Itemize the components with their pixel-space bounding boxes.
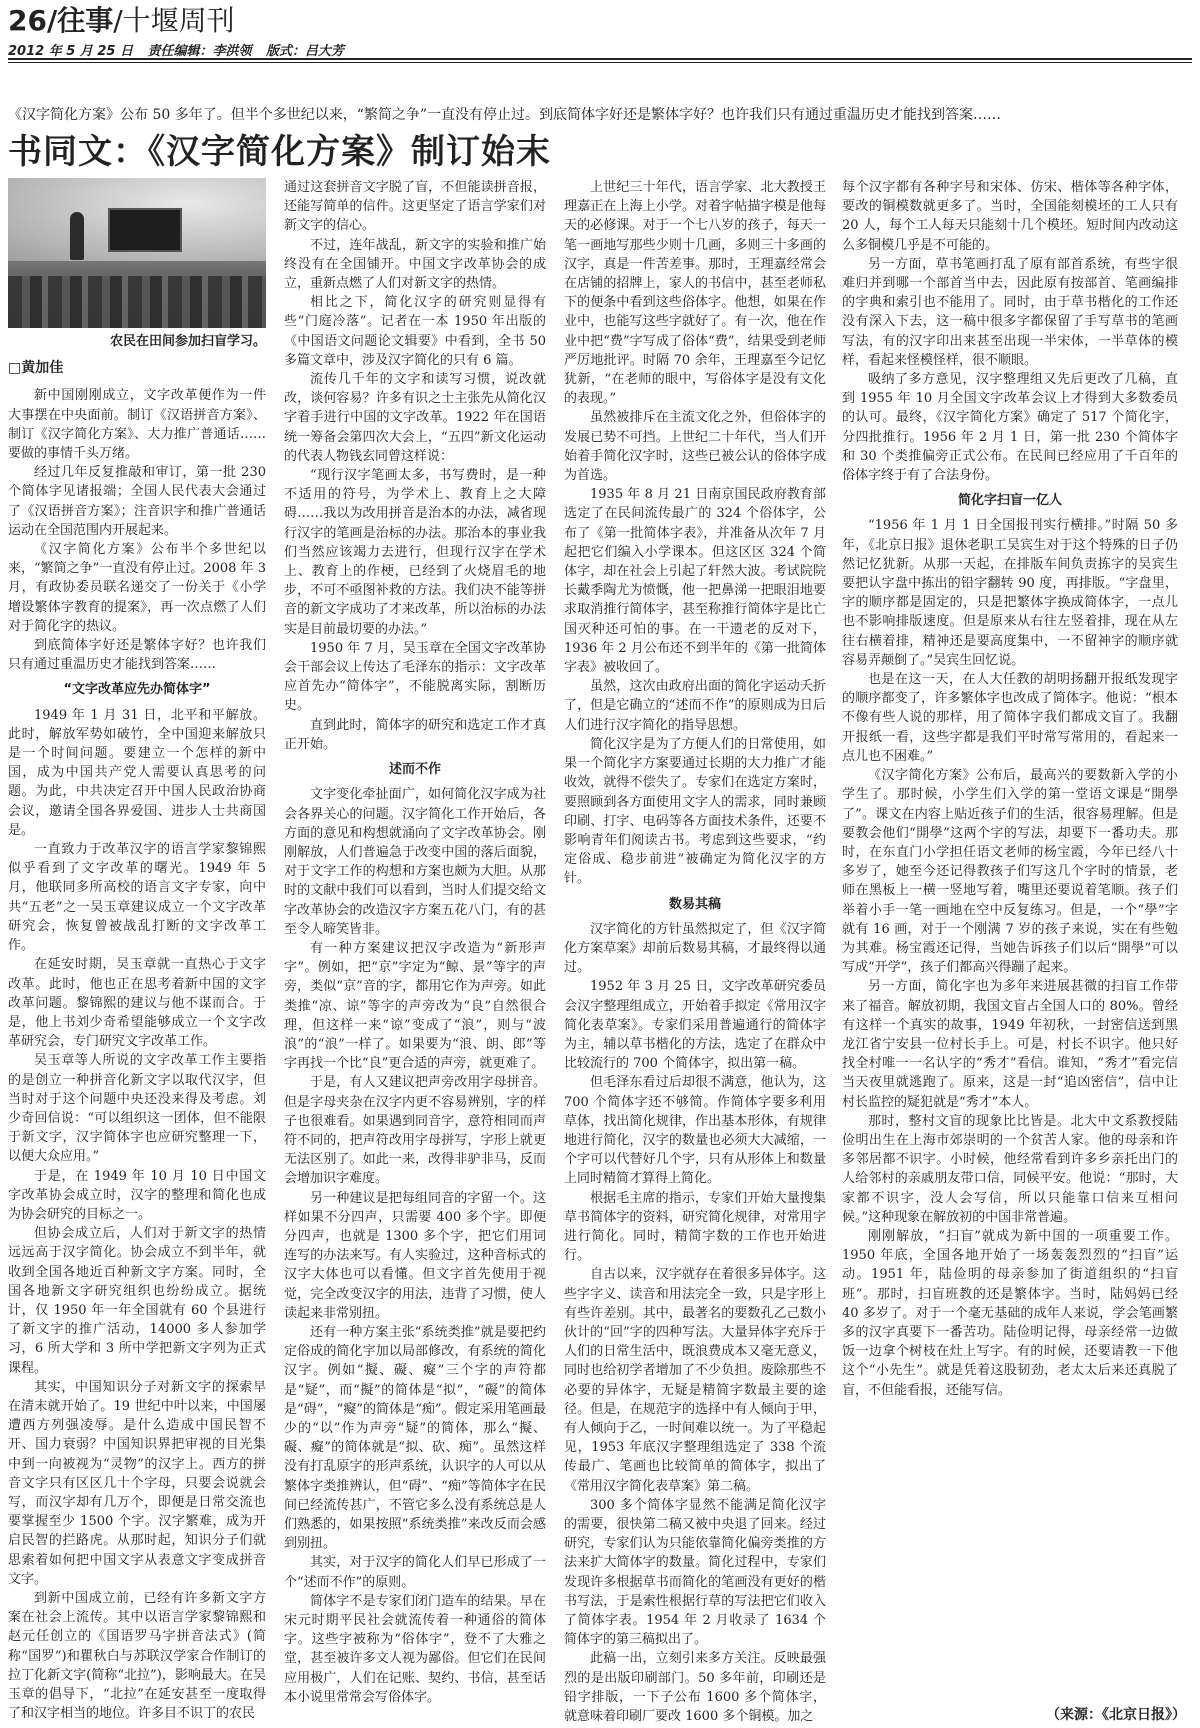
paragraph: 1952 年 3 月 25 日，文字改革研究委员会汉字整理组成立，开始着手拟定《常用汉字简化表草案》。专家们采用普遍通行的简体字为主，辅以草书楷化的方法，选定了在群众中比较流行的 700 个简体字，拟出第一稿。: [564, 979, 826, 1072]
paragraph: 不过，连年战乱，新文字的实验和推广始终没有在全国铺开。中国文字改革协会的成立，重新点燃了人们对新文字的热情。: [284, 237, 546, 292]
paper-name: 十堰周刊: [122, 4, 235, 37]
header-rule-thin: [8, 62, 1192, 63]
paragraph: 吸纳了多方意见，汉字整理组又先后更改了几稿，直到 1955 年 10 月全国文字改革会议上才得到大多数委员的认可。最终，《汉字简化方案》确定了 517 个简化字，分四批推行。1956 年 2 月 1 日，第一批 230 个简体字和 30 个类推偏旁正式公布。在民间已经应用了千百年的俗体字终于有了合法身份。: [842, 372, 1178, 484]
paragraph: 1950 年 7 月，吴玉章在全国文字改革协会干部会议上传达了毛泽东的指示：文字改革应首先办“简体字”，不能脱离实际，割断历史。: [284, 640, 546, 714]
paragraph: 根据毛主席的指示，专家们开始大量搜集草书简体字的资料，研究简化规律，对常用字进行简化。同时，精简字数的工作也开始进行。: [564, 1190, 826, 1264]
paragraph: 有一种方案建议把汉字改造为“新形声字”。例如，把“京”字定为“鲸、景”等字的声旁，类似“京”音的字，都用它作为声旁。如此类推“凉、谅”等字的声旁改为“良”自然很合理，但这样一来“谅”变成了“浪”，则与“波浪”的“浪”一样了。如果要为“浪、朗、郎”等字再找一个比“良”更合适的声旁，就更难了。: [284, 940, 546, 1072]
photo-teacher: [70, 212, 84, 260]
paragraph: 简体字不是专家们闭门造车的结果。早在宋元时期平民社会就流传着一种通俗的简体字。这些字被称为“俗体字”，登不了大雅之堂，甚至被许多文人视为鄙俗。但它们在民间应用极广，人们在记账、契约、书信，甚至话本小说里常常会写俗体字。: [284, 1593, 546, 1705]
paragraph: 简化汉字是为了方便人们的日常使用，如果一个简化字方案要通过长期的大力推广才能收效，就得不偿失了。专家们在选定方案时，要照顾到各方面使用文字人的需求，同时兼顾印刷、打字、电码等各方面技术条件，还要不影响青年们阅读古书。考虑到这些要求，“约定俗成、稳步前进”被确定为简化汉字的方针。: [564, 736, 826, 887]
layout-credit: 版式：吕大芳: [266, 44, 345, 59]
paragraph: 新中国刚刚成立，文字改革便作为一件大事摆在中央面前。制订《汉语拼音方案》、制订《汉字简化方案》、大力推广普通话……要做的事情千头万绪。: [8, 388, 266, 462]
paragraph: 相比之下，简化汉字的研究则显得有些“门庭冷落”。记者在一本 1950 年出版的《中国语文问题论文辑要》中看到，全书 50 多篇文章中，涉及汉字简化的只有 6 篇。: [284, 295, 546, 368]
photo-caption: 农民在田间参加扫盲学习。: [109, 334, 266, 349]
article-column-4: [842, 178, 1178, 1678]
paragraph: 刚刚解放，“扫盲”就成为新中国的一项重要工作。1950 年底，全国各地开始了一场轰轰烈烈的“扫盲”运动。1951 年，陆俭明的母亲参加了街道组织的“扫盲班”。那时，扫盲班教的还是繁体字。当时，陆妈妈已经 40 多岁了。对于一个毫无基础的成年人来说，学会笔画繁多的汉字真要下一番苦功。陆俭明记得，母亲经常一边做饭一边拿个树枝在灶上写字。有的时候，还要请教一下他这个“小先生”。就是凭着这股韧劲，老太太后来还真脱了盲，不但能看报，还能写信。: [842, 1228, 1178, 1398]
paragraph: 流传几千年的文字和读写习惯，说改就改，谈何容易？许多有识之士主张先从简化汉字着手进行中国的文字改革。1922 年在国语统一筹备会第四次大会上，“五四”新文化运动的代表人物钱玄同曾这样说：: [284, 372, 546, 464]
paragraph: 《汉字简化方案》公布后，最高兴的要数新入学的小学生了。那时候，小学生们入学的第一堂语文课是“開學了”。课文在内容上贴近孩子们的生活，很容易理解。但是要教会他们“開學”这两个字的写法，却要下一番功夫。那时，在东直门小学担任语文老师的杨宝霞，今年已经八十多岁了，她至今还记得教孩子们写这几个字时的情景，老师在黑板上一横一竖地写着，嘴里还要说着笔顺。孩子们举着小手一笔一画地在空中反复练习。但是，一个“學”字就有 16 画，对于一个刚满 7 岁的孩子来说，实在有些勉为其难。杨宝霞还记得，当她告诉孩子们以后“開學”可以写成“开学”，孩子们都高兴得蹦了起来。: [842, 768, 1178, 976]
paragraph: 直到此时，简体字的研究和选定工作才真正开始。: [284, 717, 546, 752]
column-1-body: [8, 386, 266, 1723]
article-column-2: [284, 178, 546, 1705]
page-header: [8, 4, 1192, 59]
article-photo: [8, 178, 266, 328]
paragraph: 在延安时期，吴玉章就一直热心于文字改革。此时，他也正在思考着新中国的文字改革问题。黎锦熙的建议与他不谋而合。于是，他上书刘少奇希望能够成立一个文字改革研究会，专门研究文字改革工作。: [8, 957, 266, 1050]
edition-info: [8, 40, 1192, 59]
paragraph: 虽然，这次由政府出面的简化字运动夭折了，但是它确立的“述而不作”的原则成为日后人们进行汉字简化的指导思想。: [564, 679, 826, 733]
masthead-separator: /: [113, 4, 123, 37]
article-column-3: [564, 178, 826, 1725]
paragraph: 上世纪三十年代，语言学家、北大教授王理嘉正在上海上小学。对着字帖描字模是他每天的必修课。对于一个七八岁的孩子，每天一笔一画地写那些少则十几画，多则三十多画的汉字，真是一件苦差事。那时，王理嘉经常会在店铺的招牌上，家人的书信中，甚至老师私下的便条中看到这些俗体字。他想，如果在作业中，也能写这些字就好了。有一次，他在作业中把“费”字写成了俗体“费”，结果受到老师严厉地批评。时隔 70 余年，王理嘉至今记忆犹新，“在老师的眼中，写俗体字是没有文化的表现。”: [564, 180, 826, 407]
paragraph: 300 多个简体字显然不能满足简化汉字的需要，很快第二稿又被中央退了回来。经过研究，专家们认为只能依靠简化偏旁类推的方法来扩大简体字的数量。简化过程中，专家们发现许多根据草书而简化的笔画没有更好的楷书写法，于是索性根据行草的写法把它们收入了简体字表。1954 年 2 月收录了 1634 个简体字的第三稿拟出了。: [564, 1497, 826, 1648]
masthead: [8, 4, 1192, 38]
paragraph: 但毛泽东看过后却很不满意，他认为，这 700 个简体字还不够简。作简体字要多利用草体，找出简化规律，作出基本形体，有规律地进行简化，汉字的数量也必须大大减缩，一个字可以代替好几个字，只有从形体上和数量上同时精简才算得上简化。: [564, 1075, 826, 1187]
paragraph: 于是，有人又建议把声旁改用字母拼音。但是字母夹杂在汉字内更不容易辨别，字的样子也很难看。如果遇到同音字，意符相同而声符不同的，把声符改用字母拼写，字形上就更无法区别了。如此一来，改得非驴非马，反而会增加识字难度。: [284, 1075, 546, 1187]
article-title: 书同文：《汉字简化方案》制订始末: [8, 132, 551, 172]
paragraph: 虽然被排斥在主流文化之外，但俗体字的发展已势不可挡。上世纪二十年代，当人们开始着手简化汉字时，这些已被公认的俗体字成为首选。: [564, 410, 826, 484]
paragraph: 一直致力于改革汉字的语言学家黎锦熙似乎看到了文字改革的曙光。1949 年 5 月，他联同多所高校的语言文字专家，向中共“五老”之一吴玉章建议成立一个文字改革研究会，恢复曾被战乱打断的文字改革工作。: [8, 842, 266, 954]
paragraph: 另一方面，简化字也为多年来进展甚微的扫盲工作带来了福音。解放初期，我国文盲占全国人口的 80%。曾经有这样一个真实的故事，1949 年初秋，一封密信送到黑龙江省宁安县一位村长手上。可是，村长不识字。他只好找全村唯一一名认字的“秀才”看信。谁知，“秀才”看完信当天夜里就逃跑了。原来，这是一封“追凶密信”，信中让村长监控的疑犯就是“秀才”本人。: [842, 979, 1178, 1110]
paragraph: 通过这套拼音文字脱了盲，不但能读拼音报，还能写简单的信件。这更坚定了语言学家们对新文字的信心。: [284, 180, 546, 234]
paragraph: 另一方面，草书笔画打乱了原有部首系统，有些字很难归并到哪一个部首当中去，因此原有按部首、笔画编排的字典和索引也不能用了。同时，由于草书楷化的工作还没有深入下去，这一稿中很多字都保留了手写草书的笔画写法，有的汉字印出来甚至出现一半宋体，一半草体的模样，看起来怪模怪样，很不顺眼。: [842, 256, 1178, 368]
photo-crowd: [8, 276, 266, 328]
section-heading: 述而不作: [388, 762, 441, 778]
section-heading: 数易其稿: [668, 896, 721, 912]
section-name: 往事: [57, 4, 114, 37]
article-column-1: [8, 178, 266, 1722]
paragraph: 《汉字简化方案》公布半个多世纪以来，“繁简之争”一直没有停止过。2008 年 3 月，有政协委员联名递交了一份关于《小学增设繁体字教育的提案》，再一次点燃了人们对于简化字的热议。: [8, 542, 266, 634]
paragraph: 另一种建议是把每组同音的字留一个。这样如果不分四声，只需要 400 多个字。即便分四声，也就是 1300 多个字，把它们用词连写的办法来写。有人实验过，这种音标式的汉字大体也可以看懂。但文字首先使用于视觉，完全改变汉字的用法，违背了习惯，使人读起来非常别扭。: [284, 1190, 546, 1321]
paragraph: 其实，中国知识分子对新文字的探索早在清末就开始了。19 世纪中叶以来，中国屡遭西方列强凌辱。是什么造成中国民智不开、国力衰弱？中国知识界把审视的目光集中到一向被视为“灵物”的汉字上。西方的拼音文字只有区区几十个字母，只要会说就会写，而汉字却有几万个，即便是日常交流也要掌握至少 1500 个字。汉字繁难，成为开启民智的拦路虎。从那时起，知识分子们就思索着如何把中国文字从表意文字变成拼音文字。: [8, 1379, 266, 1587]
author-byline: □黄加佳: [8, 360, 64, 377]
paragraph: 于是，在 1949 年 10 月 10 日中国文字改革协会成立时，汉字的整理和简化也成为协会研究的目标之一。: [8, 1168, 266, 1222]
paragraph: 自古以来，汉字就存在着很多异体字。这些字字义、读音和用法完全一致，只是字形上有些许差别。其中，最著名的要数孔乙己数小伙计的“回”字的四种写法。大量异体字充斥于人们的日常生活中，既浪费成本又毫无意义，同时也给初学者增加了不少负担。废除那些不必要的异体字，无疑是精简字数最主要的途径。但是，在规范字的选择中有人倾向于甲，有人倾向于乙，一时间难以统一。为了平稳起见，1953 年底汉字整理组选定了 338 个流传最广、笔画也比较简单的简体字，拟出了《常用汉字简化表草案》第二稿。: [564, 1267, 826, 1494]
section-heading: 简化字扫盲一亿人: [957, 493, 1062, 509]
editor-credit: 责任编辑：李洪领: [147, 44, 252, 59]
article-source: （来源：《北京日报》）: [1046, 1707, 1186, 1723]
section-heading: “文字改革应先办简体字”: [63, 682, 211, 698]
page-number: 26/: [8, 4, 58, 37]
issue-date: 2012 年 5 月 25 日: [8, 44, 133, 59]
paragraph: 其实，对于汉字的简化人们早已形成了一个“述而不作”的原则。: [284, 1555, 546, 1590]
paragraph: 每个汉字都有各种字号和宋体、仿宋、楷体等各种字体，要改的铜模数就更多了。当时，全国能刻模坯的工人只有 20 人，每个工人每天只能刻十几个模坯。短时间内改动这么多铜模几乎是不可能的。: [842, 180, 1178, 253]
paragraph: 此稿一出，立刻引来多方关注。反映最强烈的是出版印刷部门。50 多年前，印刷还是铅字排版，一下子公布 1600 多个简体字，就意味着印刷厂要改 1600 多个铜模。加之: [564, 1651, 826, 1725]
photo-blackboard: [108, 208, 182, 252]
paragraph: 但协会成立后，人们对于新文字的热情远远高于汉字简化。协会成立不到半年，就收到全国各地近百种新文字方案。同时，全国各地新文字研究组织也纷纷成立。据统计，仅 1950 年一年全国就有 60 个县进行了新文字的推广活动，14000 多人参加学习，6 所大学和 3 所中学把新文字列为正式课程。: [8, 1226, 266, 1376]
paragraph: 还有一种方案主张“系统类推”就是要把约定俗成的简化字加以局部修改，有系统的简化汉字。例如“擬、礙、癡”三个字的声符都是“疑”，而“擬”的简体是“拟”，“礙”的简体是“碍”，“癡”的简体是“痴”。假定采用笔画最少的“以”作为声旁“疑”的简体，那么“擬、礙、癡”的简体就是“拟、砍、痴”。虽然这样没有打乱原字的形声系统，认识字的人可以从繁体字类推辨认，但“碍”、“痴”等简体字在民间已经流传甚广，不管它多么没有系统总是人们熟悉的，如果按照“系统类推”来改反而会感到别扭。: [284, 1324, 546, 1552]
paragraph: 那时，整村文盲的现象比比皆是。北大中文系教授陆俭明出生在上海市郊崇明的一个贫苦人家。他的母亲和许多邻居都不识字。小时候，他经常看到许多乡亲托出门的人给邻村的亲戚朋友带口信，同候平安。他说：“那时，大家都不识字，没人会写信，所以只能靠口信来互相问候。”这种现象在解放初的中国非常普遍。: [842, 1113, 1178, 1225]
paragraph: 经过几年反复推敲和审订，第一批 230 个简体字见诸报端；全国人民代表大会通过了《汉语拼音方案》；注音识字和推广普通话运动在全国范围内开展起来。: [8, 465, 266, 538]
article-lead: 《汉字简化方案》公布 50 多年了。但半个多世纪以来，“繁简之争”一直没有停止过。到底简体字好还是繁体字好？也许我们只有通过重温历史才能找到答案……: [8, 107, 1002, 123]
header-rule: [8, 58, 1192, 60]
paragraph: 1935 年 8 月 21 日南京国民政府教育部选定了在民间流传最广的 324 个俗体字，公布了《第一批简体字表》，并准备从次年 7 月起把它们编入小学课本。但这区区 324 个简体字，却在社会上引起了轩然大波。考试院院长戴季陶尤为愤慨，他一把鼻涕一把眼泪地要求取消推行简体字，甚至称推行简体字是比亡国灭种还可怕的事。在一干遗老的反对下，1936 年 2 月公布还不到半年的《第一批简体字表》被收回了。: [564, 487, 826, 676]
paragraph: 汉字简化的方针虽然拟定了，但《汉字简化方案草案》却前后数易其稿，才最终得以通过。: [564, 921, 826, 976]
paragraph: “1956 年 1 月 1 日全国报刊实行横排。”时隔 50 多年，《北京日报》退休老职工吴宾生对于这个特殊的日子仍然记忆犹新。从那一天起，在排版车间负责拣字的吴宾生要把认字盘中拣出的铅字翻转 90 度，再排版。“字盘里，字的顺序都是固定的，只是把繁体字换成简体字，一点儿也不影响排版速度。但是原来从右往左竖着排，现在从左往右横着排，精神还是要高度集中，一不留神字的顺序就容易弄颠倒了。”吴宾生回忆说。: [842, 518, 1178, 668]
paragraph: 吴玉章等人所说的文字改革工作主要指的是创立一种拼音化新文字以取代汉字，但当时对于这个问题中央还没来得及考虑。刘少奇回信说：“可以组织这一团体，但不能限于新文字，汉字简体字也应研究整理一下，以便大众应用。”: [8, 1053, 266, 1165]
paragraph: 到新中国成立前，已经有许多新文字方案在社会上流传。其中以语言学家黎锦熙和赵元任创立的《国语罗马字拼音法式》(简称“国罗”)和瞿秋白与苏联汉学家合作制订的拉丁化新文字(简称“北拉”)，影响最大。在吴玉章的倡导下，“北拉”在延安甚至一度取得了和汉字相当的地位。许多目不识丁的农民: [8, 1591, 266, 1722]
paragraph: 1949 年 1 月 31 日，北平和平解放。此时，解放军势如破竹，全中国迎来解放只是一个时间问题。要建立一个怎样的新中国，成为中国共产党人需要认真思考的问题。为此，中共决定召开中国人民政治协商会议，邀请全国各界爱国、进步人士共商国是。: [8, 707, 266, 838]
paragraph: 到底简体字好还是繁体字好？也许我们只有通过重温历史才能找到答案……: [8, 638, 266, 673]
paragraph: “现行汉字笔画太多，书写费时，是一种不适用的符号，为学术上、教育上之大障碍……我以为改用拼音是治本的办法，减省现行汉字的笔画是治标的办法。那治本的事业我们当然应该竭力去进行，但现行汉字在学术上、教育上的作梗，已经到了火烧眉毛的地步，不可不亟图补救的方法。我们决不能等拼音的新文字成功了才来改革，所以治标的办法实是目前最切要的办法。”: [284, 468, 546, 637]
paragraph: 文字变化牵扯面广，如何简化汉字成为社会各界关心的问题。汉字简化工作开始后，各方面的意见和构想就涌向了文字改革协会。刚刚解放，人们普遍急于改变中国的落后面貌，对于文字工作的构想和方案也颇为大胆。从那时的文献中我们可以看到，当时人们提交给文字改革协会的改造汉字方案五花八门，有的甚至令人啼笑皆非。: [284, 787, 546, 937]
paragraph: 也是在这一天，在人大任教的胡明扬翻开报纸发现字的顺序都变了，许多繁体字也改成了简体字。他说：“根本不像有些人说的那样，用了简体字我们都成文盲了。我翻开报纸一看，这些字都是我们平时常写常用的，看起来一点儿也不困难。”: [842, 672, 1178, 764]
